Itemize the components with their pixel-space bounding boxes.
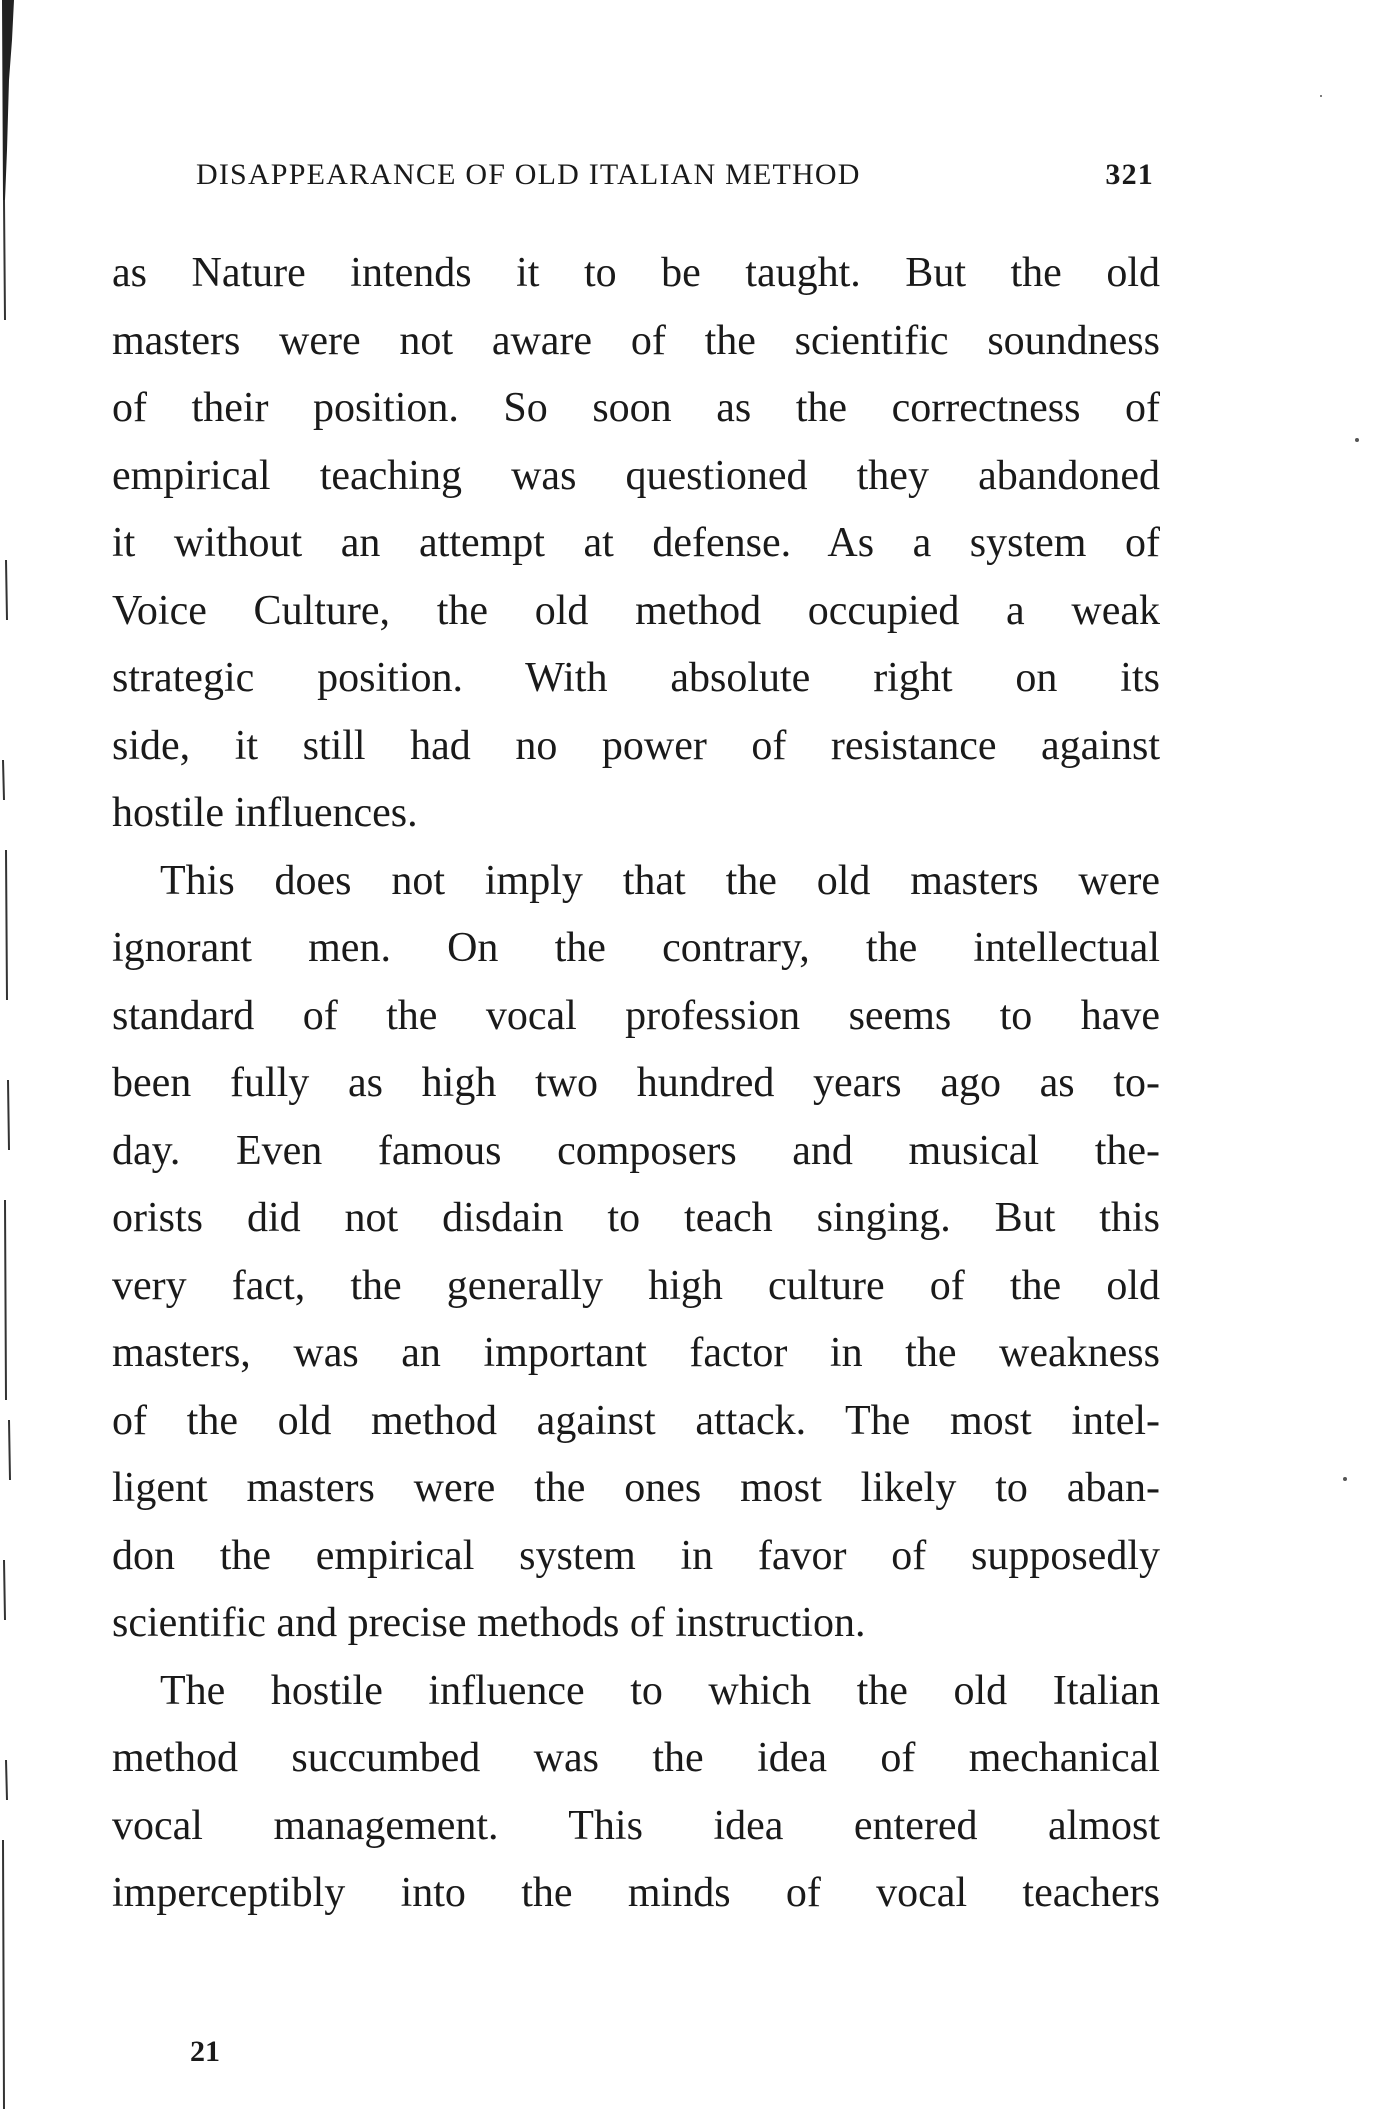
text-line: scientific and precise methods of instruction. xyxy=(112,1600,866,1646)
text-line: side, it still had no power of resistance against xyxy=(112,722,1160,769)
text-line: very fact, the generally high culture of the old xyxy=(112,1262,1160,1309)
signature-mark: 21 xyxy=(190,2035,220,2068)
text-line: vocal management. This idea entered almost xyxy=(112,1802,1160,1849)
text-line: standard of the vocal profession seems to have xyxy=(112,992,1160,1039)
ink-speck xyxy=(1343,1477,1347,1481)
running-head-title: DISAPPEARANCE OF OLD ITALIAN METHOD xyxy=(196,158,861,191)
text-line: This does not imply that the old masters were xyxy=(160,857,1160,904)
text-line: method succumbed was the idea of mechanical xyxy=(112,1735,1160,1781)
binding-edge-shadow xyxy=(0,0,22,2109)
text-line: imperceptibly into the minds of vocal teachers xyxy=(112,1870,1160,1916)
body-text xyxy=(112,240,1160,1928)
text-line: masters, was an important factor in the weakness xyxy=(112,1330,1160,1376)
ink-speck xyxy=(1355,438,1359,442)
text-line: of their position. So soon as the correctness of xyxy=(112,385,1160,431)
text-line: of the old method against attack. The most intel- xyxy=(112,1397,1160,1444)
text-line: orists did not disdain to teach singing. But this xyxy=(112,1195,1160,1241)
text-line: been fully as high two hundred years ago as to- xyxy=(112,1060,1160,1106)
text-line: The hostile influence to which the old Italian xyxy=(160,1667,1160,1714)
text-line: day. Even famous composers and musical the- xyxy=(112,1127,1160,1174)
running-head xyxy=(196,158,1154,198)
text-line: as Nature intends it to be taught. But the old xyxy=(112,250,1160,296)
text-line: empirical teaching was questioned they abandoned xyxy=(112,452,1160,499)
page-number: 321 xyxy=(1105,158,1154,191)
text-line: it without an attempt at defense. As a system of xyxy=(112,520,1160,566)
text-line: hostile influences. xyxy=(112,790,418,836)
text-line: ignorant men. On the contrary, the intellectual xyxy=(112,925,1160,971)
text-line: strategic position. With absolute right on its xyxy=(112,655,1160,701)
ink-speck xyxy=(1320,95,1322,97)
text-line: masters were not aware of the scientific soundness xyxy=(112,317,1160,364)
text-line: don the empirical system in favor of supposedly xyxy=(112,1532,1160,1579)
text-line: Voice Culture, the old method occupied a weak xyxy=(112,587,1160,634)
text-line: ligent masters were the ones most likely to aban- xyxy=(112,1465,1160,1511)
